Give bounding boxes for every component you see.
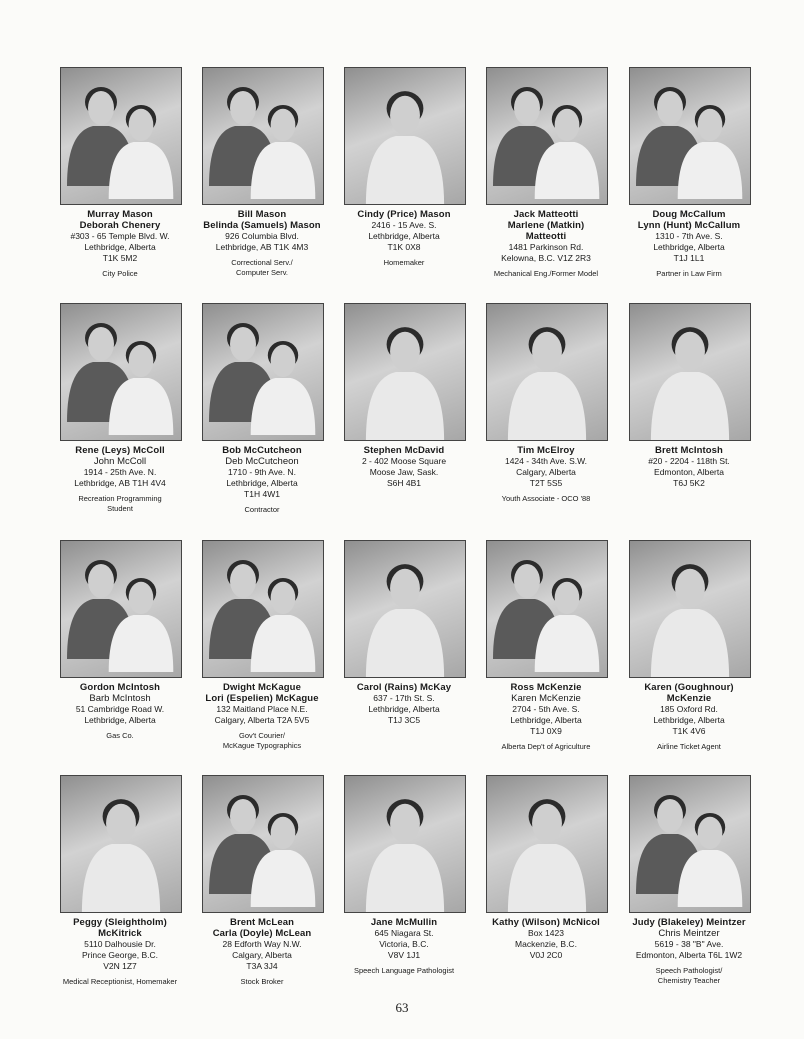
- entry-info: [329, 682, 479, 726]
- entry-address-line: T1K 0X8: [387, 242, 421, 252]
- entry-address-line: 185 Oxford Rd.: [660, 704, 718, 714]
- entry-name: Tim McElroy: [517, 445, 575, 456]
- entry-address-line: Edmonton, Alberta T6L 1W2: [635, 950, 743, 960]
- portrait-photo: [202, 775, 324, 913]
- person-silhouette: [366, 564, 444, 677]
- entry-address-line: T2T 5S5: [529, 478, 563, 488]
- entry-address-line: Lethbridge, AB T1K 4M3: [215, 242, 309, 252]
- person-silhouette: [508, 327, 586, 440]
- entry-occupation-line: Airline Ticket Agent: [657, 742, 721, 751]
- portrait-photo: [202, 303, 324, 441]
- entry-name: Bill Mason: [237, 209, 287, 220]
- entry-address-line: Moose Jaw, Sask.: [369, 467, 439, 477]
- entry-occupation: [614, 966, 764, 986]
- entry-name: Deborah Chenery: [79, 220, 161, 231]
- entry-occupation: [45, 977, 195, 987]
- entry-name: Stephen McDavid: [363, 445, 445, 456]
- entry-occupation-line: Contractor: [244, 505, 280, 514]
- entry-spouse-name: Barb McIntosh: [89, 693, 151, 704]
- entry-occupation: [329, 258, 479, 268]
- entry-address-line: #20 - 2204 - 118th St.: [648, 456, 730, 466]
- entry-name: McKitrick: [98, 928, 142, 939]
- entry-occupation: [45, 494, 195, 514]
- portrait-photo: [344, 303, 466, 441]
- entry-address-line: T1J 1L1: [673, 253, 705, 263]
- entry-info: [329, 445, 479, 489]
- entry-occupation-line: McKague Typographics: [222, 741, 302, 750]
- person-silhouette: [82, 799, 160, 912]
- entry-address-line: 1710 - 9th Ave. N.: [228, 467, 296, 477]
- portrait-photo: [486, 540, 608, 678]
- portrait-photo: [202, 540, 324, 678]
- entry-address-line: Edmonton, Alberta: [654, 467, 724, 477]
- entry-info: [329, 917, 479, 976]
- entry-address-line: Kelowna, B.C. V1Z 2R3: [501, 253, 591, 263]
- entry-info: [614, 917, 764, 986]
- entry-occupation-line: Chemistry Teacher: [657, 976, 721, 985]
- portrait-photo: [344, 775, 466, 913]
- entry-address-line: T1J 0X9: [530, 726, 562, 736]
- portrait-photo: [60, 67, 182, 205]
- entry-occupation-line: Alberta Dep't of Agriculture: [501, 742, 591, 751]
- entry-address-line: 1310 - 7th Ave. S.: [655, 231, 723, 241]
- entry-address-line: 926 Columbia Blvd.: [225, 231, 299, 241]
- entry-info: [187, 445, 337, 515]
- portrait-photo: [486, 775, 608, 913]
- entry-info: [45, 917, 195, 987]
- entry-occupation-line: Correctional Serv./: [231, 258, 293, 267]
- entry-occupation-line: Gas Co.: [106, 731, 134, 740]
- entry-address-line: Lethbridge, AB T1H 4V4: [74, 478, 166, 488]
- entry-info: [329, 209, 479, 268]
- entry-name: Judy (Blakeley) Meintzer: [632, 917, 746, 928]
- entry-address-line: Prince George, B.C.: [81, 950, 159, 960]
- portrait-photo: [344, 67, 466, 205]
- person-silhouette: [508, 799, 586, 912]
- portrait-photo: [60, 775, 182, 913]
- entry-spouse-name: Karen McKenzie: [511, 693, 581, 704]
- entry-address-line: 28 Edforth Way N.W.: [222, 939, 302, 949]
- portrait-photo: [629, 67, 751, 205]
- entry-name: Gordon McIntosh: [79, 682, 161, 693]
- entry-address-line: T6J 5K2: [673, 478, 705, 488]
- entry-occupation-line: City Police: [102, 269, 138, 278]
- page-number: 63: [395, 1000, 409, 1015]
- entry-info: [45, 209, 195, 279]
- entry-info: [471, 917, 621, 961]
- entry-name: Carla (Doyle) McLean: [212, 928, 312, 939]
- entry-address-line: V0J 2C0: [529, 950, 563, 960]
- entry-occupation: [614, 742, 764, 752]
- entry-info: [187, 682, 337, 751]
- person-silhouette: [651, 327, 729, 440]
- portrait-photo: [486, 303, 608, 441]
- entry-occupation-line: Gov't Courier/: [238, 731, 286, 740]
- entry-occupation-line: Recreation Programming: [78, 494, 162, 503]
- entry-name: Belinda (Samuels) Mason: [203, 220, 321, 231]
- portrait-photo: [60, 303, 182, 441]
- entry-name: Murray Mason: [87, 209, 153, 220]
- entry-occupation-line: Student: [107, 504, 133, 513]
- entry-name: Marlene (Matkin): [507, 220, 585, 231]
- entry-address-line: T1K 4V6: [672, 726, 706, 736]
- entry-address-line: 51 Cambridge Road W.: [75, 704, 165, 714]
- entry-occupation: [329, 966, 479, 976]
- entry-address-line: 1481 Parkinson Rd.: [508, 242, 584, 252]
- entry-address-line: V2N 1Z7: [103, 961, 137, 971]
- entry-info: [614, 682, 764, 752]
- entry-info: [187, 917, 337, 987]
- entry-occupation: [187, 731, 337, 751]
- person-silhouette: [366, 91, 444, 204]
- entry-occupation: [187, 258, 337, 278]
- entry-address-line: 645 Niagara St.: [374, 928, 434, 938]
- entry-address-line: Calgary, Alberta: [232, 950, 292, 960]
- entry-name: Jack Matteotti: [513, 209, 579, 220]
- person-silhouette: [366, 799, 444, 912]
- entry-info: [614, 445, 764, 489]
- entry-occupation: [45, 269, 195, 279]
- entry-occupation: [614, 269, 764, 279]
- entry-address-line: 5619 - 38 "B" Ave.: [654, 939, 724, 949]
- entry-address-line: 132 Maitland Place N.E.: [216, 704, 308, 714]
- entry-address-line: #303 - 65 Temple Blvd. W.: [70, 231, 170, 241]
- entry-address-line: Mackenzie, B.C.: [515, 939, 577, 949]
- entry-info: [187, 209, 337, 278]
- entry-name: Ross McKenzie: [510, 682, 582, 693]
- entry-name: Bob McCutcheon: [222, 445, 302, 456]
- entry-occupation-line: Speech Pathologist/: [655, 966, 723, 975]
- entry-info: [471, 209, 621, 279]
- entry-name: Cindy (Price) Mason: [357, 209, 451, 220]
- entry-address-line: 2416 - 15 Ave. S.: [371, 220, 437, 230]
- portrait-photo: [60, 540, 182, 678]
- entry-occupation: [471, 494, 621, 504]
- entry-info: [614, 209, 764, 279]
- entry-name: Carol (Rains) McKay: [356, 682, 452, 693]
- entry-address-line: T3A 3J4: [246, 961, 278, 971]
- entry-address-line: T1K 5M2: [102, 253, 138, 263]
- entry-info: [471, 445, 621, 504]
- portrait-photo: [202, 67, 324, 205]
- entry-spouse-name: Chris Meintzer: [658, 928, 720, 939]
- portrait-photo: [486, 67, 608, 205]
- entry-address-line: 5110 Dalhousie Dr.: [84, 939, 156, 949]
- entry-name: Lori (Espelien) McKague: [205, 693, 319, 704]
- entry-address-line: Lethbridge, Alberta: [653, 715, 725, 725]
- portrait-photo: [629, 775, 751, 913]
- entry-spouse-name: Deb McCutcheon: [225, 456, 299, 467]
- entry-info: [45, 682, 195, 741]
- portrait-photo: [629, 540, 751, 678]
- entry-name: McKenzie: [666, 693, 712, 704]
- entry-address-line: Lethbridge, Alberta: [368, 231, 440, 241]
- person-silhouette: [651, 564, 729, 677]
- entry-name: Jane McMullin: [370, 917, 438, 928]
- entry-name: Karen (Goughnour): [644, 682, 734, 693]
- entry-name: Brent McLean: [229, 917, 295, 928]
- entry-occupation: [187, 505, 337, 515]
- entry-occupation-line: Youth Associate - OCO '88: [501, 494, 591, 503]
- entry-occupation-line: Computer Serv.: [236, 268, 288, 277]
- entry-spouse-name: John McColl: [93, 456, 147, 467]
- entry-address-line: Lethbridge, Alberta: [84, 242, 156, 252]
- entry-name: Doug McCallum: [652, 209, 726, 220]
- entry-name: Matteotti: [525, 231, 567, 242]
- entry-address-line: Victoria, B.C.: [379, 939, 429, 949]
- entry-occupation-line: Medical Receptionist, Homemaker: [62, 977, 178, 986]
- entry-name: Rene (Leys) McColl: [75, 445, 165, 456]
- entry-address-line: S6H 4B1: [386, 478, 422, 488]
- entry-occupation-line: Stock Broker: [240, 977, 284, 986]
- entry-address-line: Lethbridge, Alberta: [368, 704, 440, 714]
- portrait-photo: [629, 303, 751, 441]
- entry-address-line: Lethbridge, Alberta: [653, 242, 725, 252]
- entry-occupation-line: Speech Language Pathologist: [353, 966, 455, 975]
- entry-name: Peggy (Sleightholm): [73, 917, 167, 928]
- entry-address-line: T1J 3C5: [387, 715, 421, 725]
- entry-address-line: 637 - 17th St. S.: [373, 693, 435, 703]
- person-silhouette: [366, 327, 444, 440]
- portrait-photo: [344, 540, 466, 678]
- entry-address-line: 2 - 402 Moose Square: [361, 456, 447, 466]
- entry-occupation: [187, 977, 337, 987]
- entry-occupation-line: Partner in Law Firm: [656, 269, 722, 278]
- entry-address-line: 2704 - 5th Ave. S.: [512, 704, 580, 714]
- entry-occupation-line: Mechanical Eng./Former Model: [493, 269, 599, 278]
- entry-address-line: 1914 - 25th Ave. N.: [83, 467, 157, 477]
- entry-address-line: Calgary, Alberta: [516, 467, 576, 477]
- entry-address-line: V8V 1J1: [387, 950, 421, 960]
- entry-address-line: T1H 4W1: [244, 489, 280, 499]
- entry-address-line: Calgary, Alberta T2A 5V5: [214, 715, 310, 725]
- entry-occupation-line: Homemaker: [383, 258, 425, 267]
- entry-occupation: [45, 731, 195, 741]
- entry-address-line: Lethbridge, Alberta: [510, 715, 582, 725]
- entry-address-line: Lethbridge, Alberta: [226, 478, 298, 488]
- entry-address-line: 1424 - 34th Ave. S.W.: [504, 456, 588, 466]
- entry-name: Brett McIntosh: [655, 445, 723, 456]
- entry-address-line: Lethbridge, Alberta: [84, 715, 156, 725]
- entry-info: [471, 682, 621, 752]
- entry-address-line: Box 1423: [528, 928, 564, 938]
- entry-name: Lynn (Hunt) McCallum: [637, 220, 741, 231]
- entry-name: Kathy (Wilson) McNicol: [492, 917, 600, 928]
- entry-name: Dwight McKague: [223, 682, 301, 693]
- entry-occupation: [471, 269, 621, 279]
- entry-info: [45, 445, 195, 514]
- entry-occupation: [471, 742, 621, 752]
